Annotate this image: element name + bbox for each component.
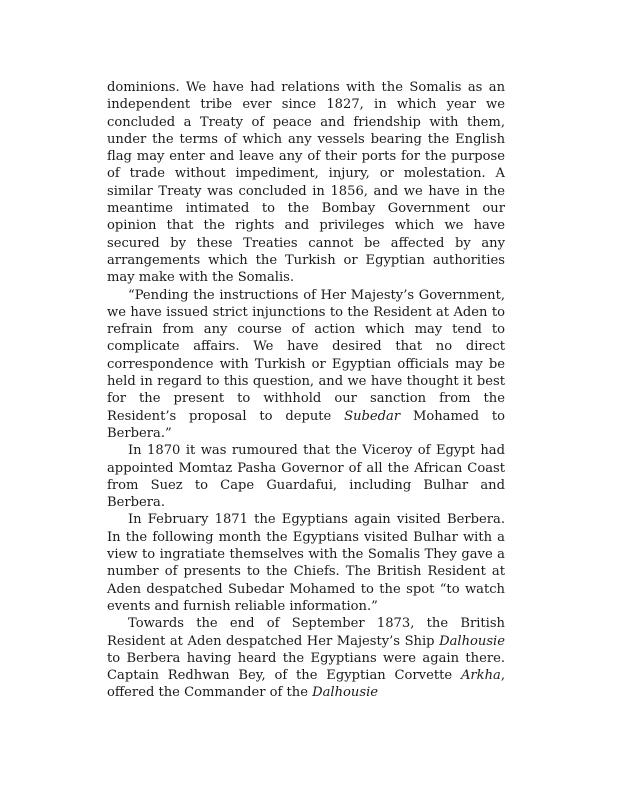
paragraph-text: , offered the Commander of the [107, 668, 505, 701]
ship-name: Dalhousie [312, 685, 379, 701]
paragraph-2 [107, 287, 505, 443]
paragraph-4 [107, 511, 505, 615]
paragraph-text: In 1870 it was rumoured that the Viceroy of Egypt had appointed Momtaz Pasha Governor of all the African Coast from Suez to Cape Guardafui, including Bulhar and Berbera. [107, 443, 505, 511]
paragraph-5 [107, 615, 505, 701]
paragraph-1 [107, 79, 505, 287]
body-text [107, 79, 505, 702]
paragraph-text: In February 1871 the Egyptians again visited Berbera. In the following month the Egyptians visited Bulhar with a view to ingratiate themselves with the Somalis They gave a number of presents to the Chiefs. The British Resident at Aden despatched Subedar Mohamed to the spot “to watch events and furnish reliable information.” [107, 512, 505, 614]
paragraph-text: to Berbera having heard the Egyptians were again there. Captain Redhwan Bey, of the Egyptian Corvette [107, 650, 505, 684]
ship-name: Arkha [460, 668, 501, 684]
paragraph-text: Mohamed to Berbera.” [107, 408, 505, 441]
paragraph-text: “Pending the instructions of Her Majesty’s Government, we have issued strict injunctions to the Resident at Aden to refrain from any course of action which may tend to complicate affairs. We have desired that no direct correspondence with Turkish or Egyptian officials may be held in regard to this question, and we have thought it best for the present to withhold our sanction from the Resident’s proposal to depute [107, 287, 505, 424]
paragraph-3 [107, 442, 505, 511]
paragraph-text: Towards the end of September 1873, the British Resident at Aden despatched Her Majesty’s Ship [107, 616, 505, 649]
paragraph-text: dominions. We have had relations with the Somalis as an independent tribe ever since 1827, in which year we concluded a Treaty of peace and friendship with them, under the terms of which any vessels bearing the English flag may enter and leave any of their ports for the purpose of trade without impediment, injury, or molestation. A similar Treaty was concluded in 1856, and we have in the meantime intimated to the Bombay Government our opinion that the rights and privileges which we have secured by these Treaties cannot be affected by any arrangements which the Turkish or Egyptian authorities may make with the Somalis. [107, 80, 505, 286]
ship-name: Dalhousie [439, 633, 505, 649]
italic-term: Subedar [344, 408, 401, 424]
